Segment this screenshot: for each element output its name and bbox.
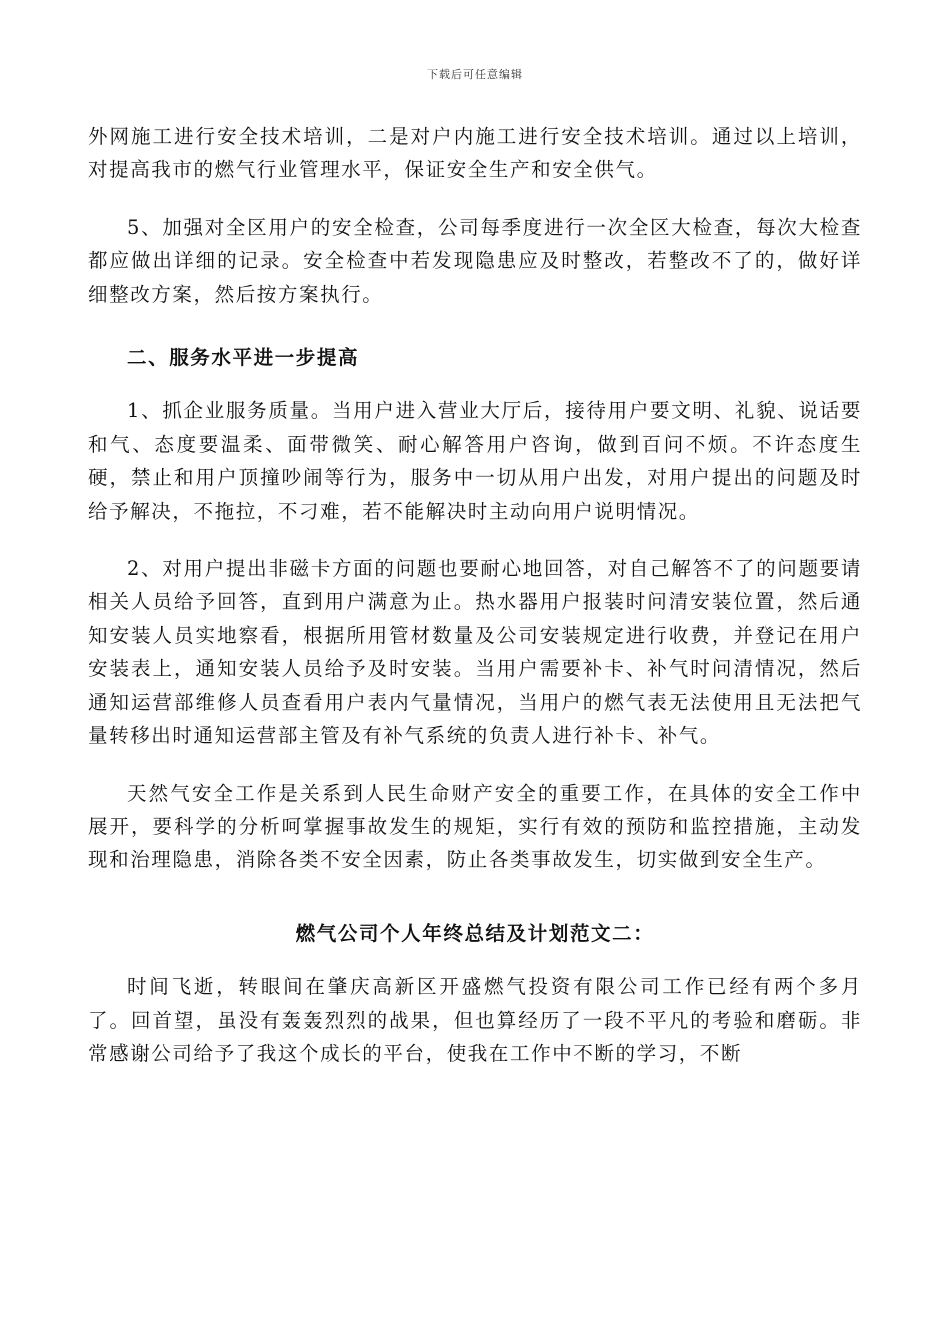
paragraph-item-5: 5、加强对全区用户的安全检查，公司每季度进行一次全区大检查，每次大检查都应做出详细的记录。安全检查中若发现隐患应及时整改，若整改不了的，做好详细整改方案，然后按方案执行。 xyxy=(88,215,862,306)
section-heading-service: 二、服务水平进一步提高 xyxy=(127,346,360,370)
header-note: 下载后可任意编辑 xyxy=(427,68,523,81)
paragraph-service-2: 2、对用户提出非磁卡方面的问题也要耐心地回答，对自己解答不了的问题要请相关人员给予回答，直到用户满意为止。热水器用户报装时问清安装位置，然后通知安装人员实地察看，根据所用管材数量及公司安装规定进行收费，并登记在用户安装表上，通知安装人员给予及时安装。当用户需要补卡、补气时问清情况，然后通知运营部维修人员查看用户表内气量情况，当用户的燃气表无法使用且无法把气量转移出时通知运营部主管及有补气系统的负责人进行补卡、补气。 xyxy=(88,557,862,748)
paragraph-sample-2-start: 时间飞逝，转眼间在肇庆高新区开盛燃气投资有限公司工作已经有两个多月了。回首望，虽没有轰轰烈烈的战果，但也算经历了一段不平凡的考验和磨砺。非常感谢公司给予了我这个成长的平台，使我在工作中不断的学习，不断 xyxy=(88,975,862,1065)
document-body xyxy=(88,120,862,1070)
paragraph-service-1: 1、抓企业服务质量。当用户进入营业大厅后，接待用户要文明、礼貌、说话要和气、态度要温柔、面带微笑、耐心解答用户咨询，做到百问不烦。不许态度生硬，禁止和用户顶撞吵闹等行为，服务中一切从用户出发，对用户提出的问题及时给予解决，不拖拉，不刁难，若不能解决时主动向用户说明情况。 xyxy=(88,399,862,523)
sample-2-title: 燃气公司个人年终总结及计划范文二： xyxy=(295,921,655,945)
paragraph-intro-continued: 外网施工进行安全技术培训，二是对户内施工进行安全技术培训。通过以上培训，对提高我市的燃气行业管理水平，保证安全生产和安全供气。 xyxy=(88,125,862,182)
paragraph-conclusion: 天然气安全工作是关系到人民生命财产安全的重要工作，在具体的安全工作中展开，要科学的分析呵掌握事故发生的规矩，实行有效的预防和监控措施，主动发现和治理隐患，消除各类不安全因素，防止各类事故发生，切实做到安全生产。 xyxy=(88,781,862,872)
